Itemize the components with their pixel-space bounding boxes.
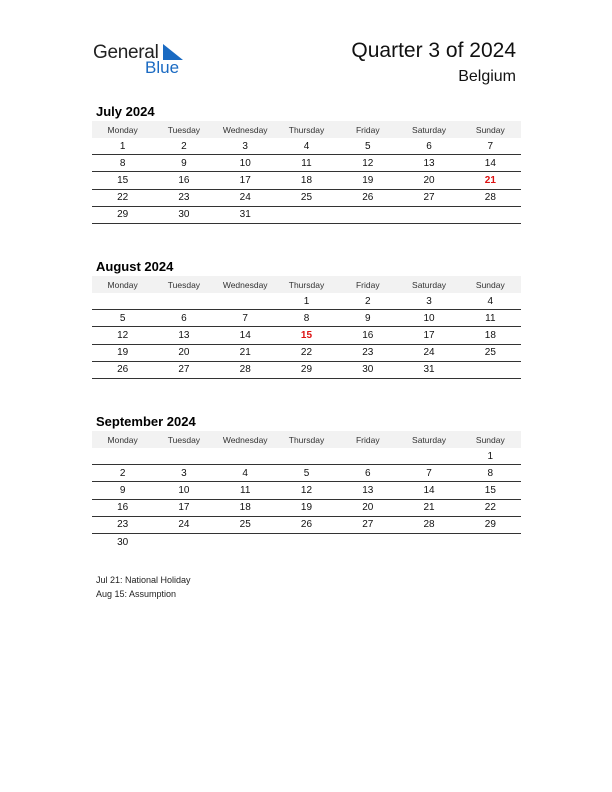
week-row <box>92 327 521 344</box>
day-cell: 5 <box>364 140 371 152</box>
week-row <box>92 207 521 224</box>
page-title: Quarter 3 of 2024 <box>351 39 516 62</box>
day-cell: 16 <box>362 329 374 341</box>
day-cell: 18 <box>484 329 496 341</box>
country-name: Belgium <box>458 68 516 85</box>
weekday-label: Saturday <box>412 279 447 290</box>
week-row <box>92 190 521 207</box>
day-cell: 18 <box>239 502 251 514</box>
day-cell: 22 <box>117 192 129 204</box>
day-cell: 29 <box>117 209 129 221</box>
day-cell: 13 <box>423 157 435 169</box>
day-cell: 19 <box>362 174 374 186</box>
day-cell: 17 <box>423 329 435 341</box>
day-cell: 20 <box>362 502 374 514</box>
weekday-label: Wednesday <box>222 279 268 290</box>
day-cell: 23 <box>362 347 374 359</box>
day-cell: 17 <box>239 174 251 186</box>
day-cell: 25 <box>484 347 496 359</box>
day-cell: 15 <box>117 174 129 186</box>
day-cell: 1 <box>119 140 126 152</box>
logo-word-blue: Blue <box>145 58 180 77</box>
day-cell: 11 <box>301 157 312 169</box>
day-cell: 6 <box>181 312 187 324</box>
day-cell: 21 <box>484 174 496 186</box>
day-cell: 28 <box>423 519 435 531</box>
day-cell: 12 <box>362 157 374 169</box>
day-cell: 21 <box>239 347 251 359</box>
day-cell: 22 <box>484 502 496 514</box>
week-row <box>92 465 521 482</box>
month-title: July 2024 <box>96 104 155 119</box>
day-cell: 28 <box>239 364 251 376</box>
holiday-notes <box>96 573 191 601</box>
day-cell: 24 <box>423 347 435 359</box>
day-cell: 5 <box>303 467 310 479</box>
day-cell: 9 <box>181 157 187 169</box>
day-cell: 26 <box>300 519 313 531</box>
day-cell: 15 <box>484 484 496 496</box>
day-cell: 31 <box>423 364 435 376</box>
day-cell: 14 <box>423 484 435 496</box>
weekday-label: Thursday <box>288 279 325 290</box>
day-cell: 8 <box>303 312 310 324</box>
week-row <box>92 517 521 534</box>
day-cell: 24 <box>239 192 251 204</box>
week-row <box>92 362 521 379</box>
weekday-label: Tuesday <box>167 124 201 135</box>
day-cell: 18 <box>300 174 313 186</box>
day-cell: 2 <box>119 467 126 479</box>
weekday-label: Monday <box>107 124 138 135</box>
day-cell: 7 <box>242 312 248 324</box>
day-cell: 3 <box>242 140 248 152</box>
month-august <box>92 258 521 379</box>
day-cell: 4 <box>303 140 310 152</box>
month-title: September 2024 <box>96 414 196 429</box>
day-cell: 26 <box>362 192 374 204</box>
day-cell: 27 <box>362 519 374 531</box>
day-cell: 7 <box>487 140 494 152</box>
week-row <box>92 500 521 517</box>
weekday-label: Saturday <box>412 434 447 445</box>
day-cell: 20 <box>423 174 435 186</box>
day-cell: 10 <box>239 157 251 169</box>
week-row <box>92 448 521 465</box>
day-cell: 30 <box>117 537 129 549</box>
day-cell: 21 <box>423 502 435 514</box>
day-cell: 7 <box>426 467 432 479</box>
weekday-label: Wednesday <box>222 124 268 135</box>
day-cell: 11 <box>240 484 251 496</box>
day-cell: 17 <box>178 502 190 514</box>
holiday-note: Jul 21: National Holiday <box>96 575 191 585</box>
day-cell: 25 <box>300 192 313 204</box>
day-cell: 28 <box>484 192 496 204</box>
day-cell: 6 <box>364 467 371 479</box>
day-cell: 20 <box>178 347 190 359</box>
day-cell: 9 <box>364 312 371 324</box>
day-cell: 4 <box>242 467 248 479</box>
weekday-label: Thursday <box>288 124 325 135</box>
day-cell: 29 <box>484 519 496 531</box>
day-cell: 24 <box>178 519 190 531</box>
weekday-label: Friday <box>355 279 380 290</box>
week-row <box>92 482 521 499</box>
day-cell: 10 <box>178 484 190 496</box>
day-cell: 12 <box>117 329 129 341</box>
day-cell: 8 <box>119 157 126 169</box>
day-cell: 10 <box>423 312 435 324</box>
day-cell: 27 <box>423 192 435 204</box>
weekday-label: Thursday <box>288 434 325 445</box>
day-cell: 19 <box>300 502 313 514</box>
weekday-header-row <box>92 121 521 138</box>
day-cell: 3 <box>181 467 187 479</box>
week-row <box>92 138 521 155</box>
day-cell: 26 <box>117 364 129 376</box>
week-row <box>92 293 521 310</box>
day-cell: 16 <box>117 502 129 514</box>
weekday-label: Monday <box>107 434 138 445</box>
day-cell: 2 <box>364 295 371 307</box>
day-cell: 15 <box>300 329 313 341</box>
weekday-label: Friday <box>355 434 380 445</box>
weekday-header-row <box>92 431 521 448</box>
day-cell: 22 <box>300 347 313 359</box>
logo-word-general: General <box>93 42 159 63</box>
day-cell: 23 <box>117 519 129 531</box>
week-row <box>92 310 521 327</box>
day-cell: 12 <box>300 484 313 496</box>
weekday-label: Tuesday <box>167 434 201 445</box>
weekday-header-row <box>92 276 521 293</box>
day-cell: 30 <box>178 209 190 221</box>
day-cell: 8 <box>487 467 494 479</box>
day-cell: 13 <box>362 484 374 496</box>
day-cell: 29 <box>300 364 313 376</box>
day-cell: 14 <box>484 157 496 169</box>
week-row <box>92 534 521 551</box>
day-cell: 16 <box>178 174 190 186</box>
day-cell: 9 <box>119 484 126 496</box>
day-cell: 4 <box>487 295 494 307</box>
logo <box>93 40 193 80</box>
week-row <box>92 155 521 172</box>
holiday-note: Aug 15: Assumption <box>96 589 177 599</box>
month-september <box>92 413 521 551</box>
day-cell: 11 <box>485 312 496 324</box>
day-cell: 2 <box>181 140 187 152</box>
day-cell: 31 <box>239 209 251 221</box>
day-cell: 23 <box>178 192 190 204</box>
month-title: August 2024 <box>96 259 174 274</box>
day-cell: 19 <box>117 347 129 359</box>
week-row <box>92 345 521 362</box>
day-cell: 5 <box>119 312 126 324</box>
day-cell: 13 <box>178 329 190 341</box>
weekday-label: Sunday <box>475 124 505 135</box>
day-cell: 27 <box>178 364 190 376</box>
week-row <box>92 172 521 189</box>
weekday-label: Monday <box>107 279 138 290</box>
day-cell: 3 <box>426 295 432 307</box>
day-cell: 1 <box>303 295 310 307</box>
weekday-label: Wednesday <box>222 434 268 445</box>
weekday-label: Tuesday <box>167 279 201 290</box>
day-cell: 25 <box>239 519 251 531</box>
weekday-label: Friday <box>355 124 380 135</box>
weekday-label: Sunday <box>475 434 505 445</box>
day-cell: 1 <box>487 450 494 462</box>
day-cell: 30 <box>362 364 374 376</box>
weekday-label: Sunday <box>475 279 505 290</box>
month-july <box>92 103 521 224</box>
weekday-label: Saturday <box>412 124 447 135</box>
day-cell: 14 <box>239 329 251 341</box>
day-cell: 6 <box>426 140 432 152</box>
